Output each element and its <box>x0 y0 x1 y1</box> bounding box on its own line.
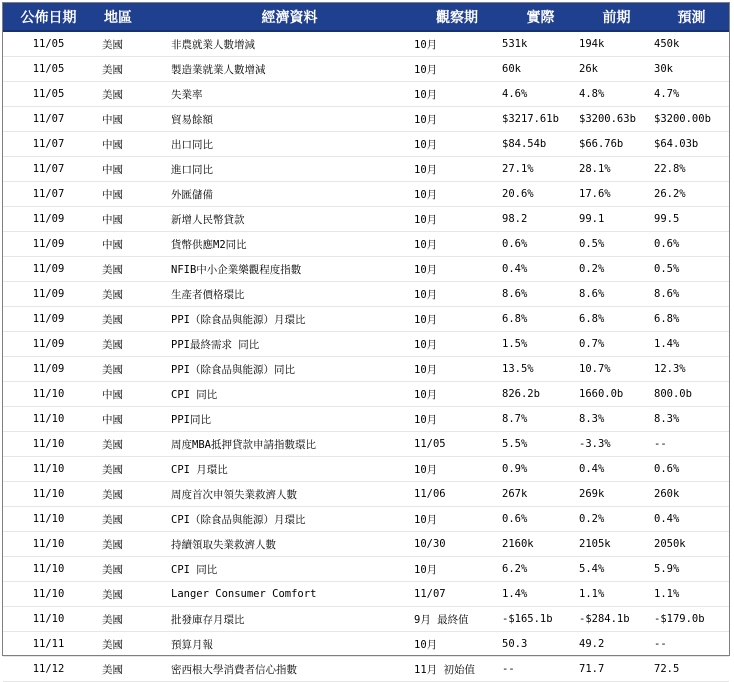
cell-period: 10月 <box>412 257 502 282</box>
cell-date: 11/10 <box>3 382 94 407</box>
table-row <box>3 257 729 282</box>
cell-date: 11/09 <box>3 332 94 357</box>
table-row <box>3 57 729 82</box>
cell-period: 10月 <box>412 457 502 482</box>
table-row <box>3 657 729 682</box>
cell-forecast: 2050k <box>654 532 729 557</box>
cell-actual: 2160k <box>502 532 579 557</box>
cell-region: 美國 <box>94 582 167 607</box>
table-row <box>3 632 729 657</box>
table-row <box>3 432 729 457</box>
cell-previous: 194k <box>579 31 654 57</box>
cell-previous: 0.2% <box>579 257 654 282</box>
cell-period: 11/05 <box>412 432 502 457</box>
cell-actual: 1.5% <box>502 332 579 357</box>
cell-forecast: 5.9% <box>654 557 729 582</box>
cell-actual: 1.4% <box>502 582 579 607</box>
cell-previous: 0.7% <box>579 332 654 357</box>
cell-region: 美國 <box>94 57 167 82</box>
cell-date: 11/09 <box>3 282 94 307</box>
cell-region: 美國 <box>94 482 167 507</box>
cell-item: PPI最終需求 同比 <box>167 332 412 357</box>
cell-item: PPI（除食品與能源）月環比 <box>167 307 412 332</box>
cell-forecast: 1.1% <box>654 582 729 607</box>
cell-item: CPI 同比 <box>167 382 412 407</box>
cell-forecast: 72.5 <box>654 657 729 682</box>
cell-region: 中國 <box>94 207 167 232</box>
cell-previous: 10.7% <box>579 357 654 382</box>
cell-region: 美國 <box>94 457 167 482</box>
cell-item: 周度MBA抵押貸款申請指數環比 <box>167 432 412 457</box>
cell-forecast: 0.5% <box>654 257 729 282</box>
cell-period: 10月 <box>412 282 502 307</box>
cell-period: 10月 <box>412 132 502 157</box>
cell-date: 11/10 <box>3 407 94 432</box>
cell-date: 11/05 <box>3 57 94 82</box>
cell-actual: -$165.1b <box>502 607 579 632</box>
cell-actual: 8.6% <box>502 282 579 307</box>
cell-region: 美國 <box>94 82 167 107</box>
cell-period: 10月 <box>412 157 502 182</box>
cell-previous: -$284.1b <box>579 607 654 632</box>
table-row <box>3 232 729 257</box>
cell-forecast: 450k <box>654 31 729 57</box>
header-row <box>3 3 729 31</box>
cell-actual: 6.2% <box>502 557 579 582</box>
table-row <box>3 132 729 157</box>
cell-region: 美國 <box>94 557 167 582</box>
cell-item: 批發庫存月環比 <box>167 607 412 632</box>
cell-previous: 4.8% <box>579 82 654 107</box>
header-forecast: 預測 <box>654 3 729 31</box>
cell-date: 11/10 <box>3 482 94 507</box>
cell-actual: $84.54b <box>502 132 579 157</box>
cell-item: 新增人民幣貸款 <box>167 207 412 232</box>
cell-region: 美國 <box>94 607 167 632</box>
cell-item: 進口同比 <box>167 157 412 182</box>
cell-item: PPI同比 <box>167 407 412 432</box>
cell-previous: 2105k <box>579 532 654 557</box>
cell-actual: 0.4% <box>502 257 579 282</box>
cell-region: 中國 <box>94 407 167 432</box>
cell-period: 11/06 <box>412 482 502 507</box>
cell-period: 10月 <box>412 31 502 57</box>
table-row <box>3 607 729 632</box>
cell-region: 美國 <box>94 507 167 532</box>
cell-item: 出口同比 <box>167 132 412 157</box>
table-row <box>3 157 729 182</box>
cell-date: 11/09 <box>3 232 94 257</box>
cell-actual: 98.2 <box>502 207 579 232</box>
table-row <box>3 332 729 357</box>
header-item: 經濟資料 <box>167 3 412 31</box>
cell-period: 9月 最終值 <box>412 607 502 632</box>
cell-actual: 4.6% <box>502 82 579 107</box>
cell-date: 11/07 <box>3 132 94 157</box>
cell-actual: 6.8% <box>502 307 579 332</box>
cell-date: 11/05 <box>3 31 94 57</box>
cell-previous: 0.5% <box>579 232 654 257</box>
cell-date: 11/09 <box>3 307 94 332</box>
cell-previous: 0.2% <box>579 507 654 532</box>
cell-period: 10月 <box>412 182 502 207</box>
cell-date: 11/10 <box>3 532 94 557</box>
cell-date: 11/11 <box>3 632 94 657</box>
cell-actual: 5.5% <box>502 432 579 457</box>
cell-forecast: 1.4% <box>654 332 729 357</box>
cell-period: 10月 <box>412 307 502 332</box>
cell-previous: -3.3% <box>579 432 654 457</box>
table-row <box>3 282 729 307</box>
cell-actual: 13.5% <box>502 357 579 382</box>
cell-region: 美國 <box>94 657 167 682</box>
cell-date: 11/12 <box>3 657 94 682</box>
table-row <box>3 582 729 607</box>
cell-forecast: 260k <box>654 482 729 507</box>
cell-period: 10月 <box>412 57 502 82</box>
cell-previous: 49.2 <box>579 632 654 657</box>
economic-calendar-frame <box>2 2 730 676</box>
cell-previous: 99.1 <box>579 207 654 232</box>
table-row <box>3 107 729 132</box>
cell-date: 11/10 <box>3 607 94 632</box>
cell-actual: 0.6% <box>502 232 579 257</box>
table-row <box>3 307 729 332</box>
cell-region: 美國 <box>94 282 167 307</box>
cell-region: 美國 <box>94 257 167 282</box>
table-row <box>3 207 729 232</box>
cell-region: 美國 <box>94 632 167 657</box>
cell-actual: 0.6% <box>502 507 579 532</box>
header-period: 觀察期 <box>412 3 502 31</box>
cell-region: 美國 <box>94 432 167 457</box>
cell-forecast: 0.4% <box>654 507 729 532</box>
cell-previous: 8.6% <box>579 282 654 307</box>
cell-date: 11/10 <box>3 557 94 582</box>
cell-period: 10月 <box>412 357 502 382</box>
cell-actual: 267k <box>502 482 579 507</box>
cell-forecast: 8.6% <box>654 282 729 307</box>
cell-actual: 826.2b <box>502 382 579 407</box>
economic-calendar-table <box>3 3 729 682</box>
cell-date: 11/07 <box>3 182 94 207</box>
table-row <box>3 557 729 582</box>
table-header <box>3 3 729 31</box>
cell-forecast: 0.6% <box>654 457 729 482</box>
cell-forecast: $64.03b <box>654 132 729 157</box>
cell-region: 中國 <box>94 157 167 182</box>
table-row <box>3 182 729 207</box>
cell-forecast: 4.7% <box>654 82 729 107</box>
table-row <box>3 482 729 507</box>
cell-actual: 20.6% <box>502 182 579 207</box>
cell-previous: 26k <box>579 57 654 82</box>
cell-period: 10月 <box>412 332 502 357</box>
cell-actual: 50.3 <box>502 632 579 657</box>
cell-region: 中國 <box>94 107 167 132</box>
cell-date: 11/10 <box>3 457 94 482</box>
table-row <box>3 82 729 107</box>
cell-item: CPI 月環比 <box>167 457 412 482</box>
cell-forecast: 22.8% <box>654 157 729 182</box>
cell-period: 10月 <box>412 507 502 532</box>
cell-forecast: 6.8% <box>654 307 729 332</box>
table-row <box>3 457 729 482</box>
cell-forecast: 8.3% <box>654 407 729 432</box>
cell-period: 11/07 <box>412 582 502 607</box>
table-row <box>3 407 729 432</box>
cell-date: 11/09 <box>3 207 94 232</box>
cell-region: 中國 <box>94 232 167 257</box>
table-row <box>3 31 729 57</box>
cell-item: 失業率 <box>167 82 412 107</box>
cell-item: 製造業就業人數增減 <box>167 57 412 82</box>
cell-item: 預算月報 <box>167 632 412 657</box>
cell-actual: -- <box>502 657 579 682</box>
cell-forecast: 26.2% <box>654 182 729 207</box>
cell-forecast: 12.3% <box>654 357 729 382</box>
cell-actual: 0.9% <box>502 457 579 482</box>
table-row <box>3 532 729 557</box>
cell-date: 11/10 <box>3 582 94 607</box>
cell-item: PPI（除食品與能源）同比 <box>167 357 412 382</box>
cell-forecast: 0.6% <box>654 232 729 257</box>
cell-period: 10月 <box>412 557 502 582</box>
cell-forecast: -- <box>654 632 729 657</box>
cell-period: 10月 <box>412 407 502 432</box>
cell-date: 11/10 <box>3 432 94 457</box>
cell-previous: 6.8% <box>579 307 654 332</box>
cell-date: 11/10 <box>3 507 94 532</box>
cell-forecast: 800.0b <box>654 382 729 407</box>
cell-period: 11月 初始值 <box>412 657 502 682</box>
cell-region: 美國 <box>94 332 167 357</box>
cell-region: 中國 <box>94 182 167 207</box>
cell-date: 11/07 <box>3 157 94 182</box>
cell-actual: 8.7% <box>502 407 579 432</box>
cell-item: 貿易餘額 <box>167 107 412 132</box>
header-actual: 實際 <box>502 3 579 31</box>
cell-forecast: 30k <box>654 57 729 82</box>
cell-period: 10月 <box>412 207 502 232</box>
cell-previous: 1660.0b <box>579 382 654 407</box>
cell-region: 美國 <box>94 357 167 382</box>
cell-actual: 531k <box>502 31 579 57</box>
cell-date: 11/09 <box>3 357 94 382</box>
cell-previous: $66.76b <box>579 132 654 157</box>
cell-period: 10月 <box>412 107 502 132</box>
cell-period: 10月 <box>412 382 502 407</box>
cell-previous: 269k <box>579 482 654 507</box>
header-region: 地區 <box>94 3 167 31</box>
cell-region: 中國 <box>94 382 167 407</box>
table-body <box>3 31 729 682</box>
cell-forecast: -$179.0b <box>654 607 729 632</box>
cell-item: 生產者價格環比 <box>167 282 412 307</box>
cell-previous: 28.1% <box>579 157 654 182</box>
cell-period: 10月 <box>412 232 502 257</box>
cell-item: NFIB中小企業樂觀程度指數 <box>167 257 412 282</box>
cell-previous: 8.3% <box>579 407 654 432</box>
cell-period: 10月 <box>412 82 502 107</box>
table-row <box>3 382 729 407</box>
cell-item: 周度首次申領失業救濟人數 <box>167 482 412 507</box>
cell-actual: 60k <box>502 57 579 82</box>
cell-item: CPI 同比 <box>167 557 412 582</box>
cell-item: 貨幣供應M2同比 <box>167 232 412 257</box>
cell-forecast: 99.5 <box>654 207 729 232</box>
table-row <box>3 507 729 532</box>
cell-region: 美國 <box>94 31 167 57</box>
cell-item: 密西根大學消費者信心指數 <box>167 657 412 682</box>
cell-period: 10/30 <box>412 532 502 557</box>
cell-previous: 17.6% <box>579 182 654 207</box>
cell-forecast: -- <box>654 432 729 457</box>
header-date: 公佈日期 <box>3 3 94 31</box>
cell-previous: 1.1% <box>579 582 654 607</box>
cell-item: 持續領取失業救濟人數 <box>167 532 412 557</box>
cell-date: 11/05 <box>3 82 94 107</box>
cell-actual: $3217.61b <box>502 107 579 132</box>
cell-region: 美國 <box>94 307 167 332</box>
cell-period: 10月 <box>412 632 502 657</box>
header-previous: 前期 <box>579 3 654 31</box>
cell-previous: 0.4% <box>579 457 654 482</box>
cell-item: 外匯儲備 <box>167 182 412 207</box>
cell-actual: 27.1% <box>502 157 579 182</box>
cell-forecast: $3200.00b <box>654 107 729 132</box>
cell-date: 11/09 <box>3 257 94 282</box>
cell-item: 非農就業人數增減 <box>167 31 412 57</box>
cell-date: 11/07 <box>3 107 94 132</box>
cell-previous: 71.7 <box>579 657 654 682</box>
cell-region: 中國 <box>94 132 167 157</box>
cell-item: Langer Consumer Comfort <box>167 582 412 607</box>
cell-previous: 5.4% <box>579 557 654 582</box>
cell-previous: $3200.63b <box>579 107 654 132</box>
table-row <box>3 357 729 382</box>
cell-item: CPI（除食品與能源）月環比 <box>167 507 412 532</box>
cell-region: 美國 <box>94 532 167 557</box>
